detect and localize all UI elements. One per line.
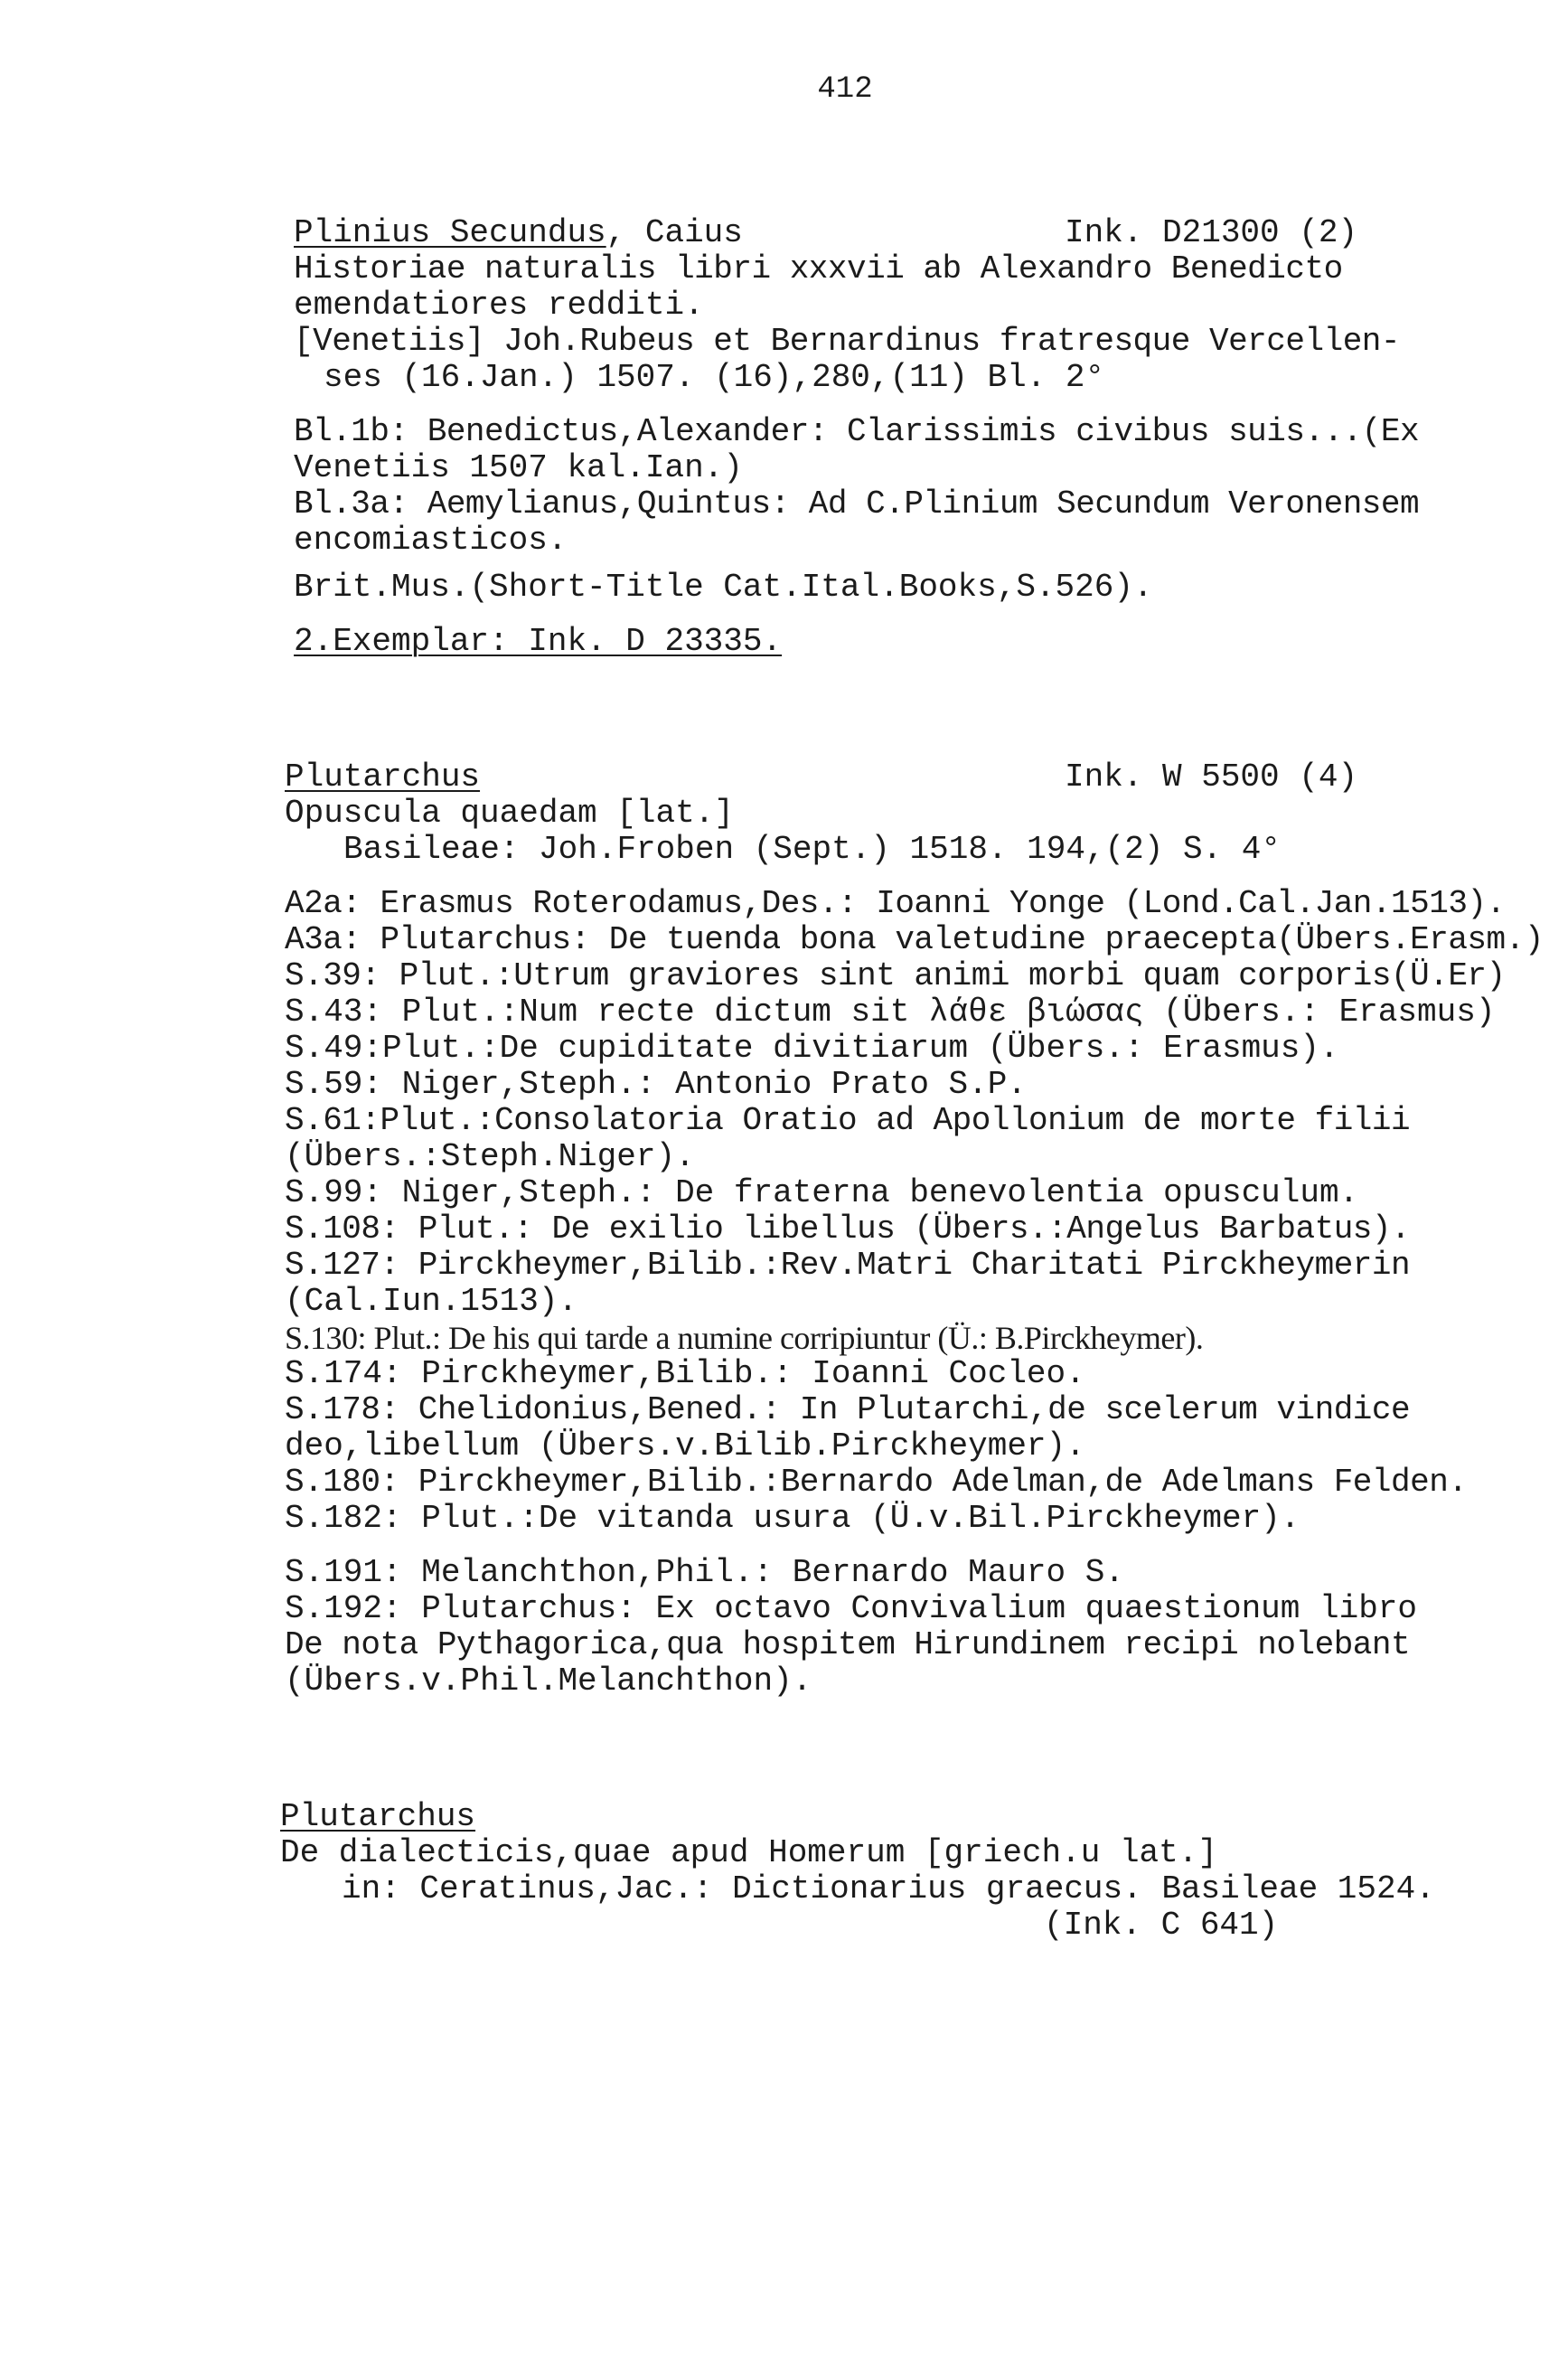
entry-line: S.59: Niger,Steph.: Antonio Prato S.P. [285,1066,1027,1103]
entry-line: S.49:Plut.:De cupiditate divitiarum (Übers.: Erasmus). [285,1030,1339,1067]
entry-shelfmark: Ink. D21300 (2) [1065,214,1358,251]
entry-line-exemplar: 2.Exemplar: Ink. D 23335. [294,623,783,660]
entry-line: S.43: Plut.:Num recte dictum sit λάθε βιώσας (Übers.: Erasmus) [285,994,1496,1031]
entry-line: ses (16.Jan.) 1507. (16),280,(11) Bl. 2° [324,359,1105,396]
page-number: 412 [817,72,873,107]
entry-line: Brit.Mus.(Short-Title Cat.Ital.Books,S.526). [294,569,1153,606]
entry-line: A3a: Plutarchus: De tuenda bona valetudine praecepta(Übers.Erasm.) [285,921,1544,958]
entry-line: (Cal.Iun.1513). [285,1283,578,1320]
entry-line: Basileae: Joh.Froben (Sept.) 1518. 194,(2) S. 4° [343,831,1281,868]
entry-line: Bl.1b: Benedictus,Alexander: Clarissimis civibus suis...(Ex [294,413,1420,450]
entry-author-suffix: , Caius [606,214,743,251]
entry-line: (Übers.v.Phil.Melanchthon). [285,1662,812,1700]
entry-line: S.39: Plut.:Utrum graviores sint animi morbi quam corporis(Ü.Er) [285,957,1506,994]
entry-line: [Venetiis] Joh.Rubeus et Bernardinus fratresque Vercellen- [294,323,1401,360]
entry-line: S.178: Chelidonius,Bened.: In Plutarchi,de scelerum vindice [285,1391,1411,1428]
entry-line: Opuscula quaedam [lat.] [285,795,734,832]
entry-author: Plutarchus [285,758,481,796]
entry-line: in: Ceratinus,Jac.: Dictionarius graecus. Basileae 1524. [342,1870,1435,1907]
entry-line: S.191: Melanchthon,Phil.: Bernardo Mauro S. [285,1554,1124,1591]
entry-shelfmark: Ink. W 5500 (4) [1065,758,1358,796]
entry-line: Bl.3a: Aemylianus,Quintus: Ad C.Plinium Secundum Veronensem [294,485,1420,523]
entry-line: S.174: Pirckheymer,Bilib.: Ioanni Cocleo. [285,1355,1085,1392]
entry-author: Plinius Secundus [294,214,606,251]
entry-line: emendatiores redditi. [294,287,704,324]
entry-line: (Ink. C 641) [1044,1907,1279,1944]
entry-heading [294,215,743,251]
entry-line: encomiasticos. [294,522,568,559]
entry-author: Plutarchus [280,1798,476,1835]
entry-line: S.61:Plut.:Consolatoria Oratio ad Apollonium de morte filii [285,1102,1411,1139]
entry-line: De nota Pythagorica,qua hospitem Hirundinem recipi nolebant [285,1626,1411,1663]
entry-line: Historiae naturalis libri xxxvii ab Alexandro Benedicto [294,250,1343,287]
entry-line: deo,libellum (Übers.v.Bilib.Pirckheymer). [285,1427,1085,1465]
entry-line: S.127: Pirckheymer,Bilib.:Rev.Matri Charitati Pirckheymerin [285,1247,1411,1284]
entry-line: S.180: Pirckheymer,Bilib.:Bernardo Adelman,de Adelmans Felden. [285,1464,1468,1501]
entry-line: S.192: Plutarchus: Ex octavo Convivalium quaestionum libro [285,1590,1418,1627]
entry-line: (Übers.:Steph.Niger). [285,1138,695,1175]
entry-line: S.130: Plut.: De his qui tarde a numine corripiuntur (Ü.: B.Pirckheymer). [285,1320,1204,1356]
entry-line: A2a: Erasmus Roterodamus,Des.: Ioanni Yonge (Lond.Cal.Jan.1513). [285,885,1506,922]
entry-line: S.182: Plut.:De vitanda usura (Ü.v.Bil.Pirckheymer). [285,1500,1300,1537]
entry-line: Venetiis 1507 kal.Ian.) [294,449,743,486]
entry-line: S.99: Niger,Steph.: De fraterna benevolentia opusculum. [285,1174,1359,1211]
entry-line: De dialecticis,quae apud Homerum [griech.u lat.] [280,1834,1217,1871]
entry-line: S.108: Plut.: De exilio libellus (Übers.:Angelus Barbatus). [285,1210,1411,1248]
